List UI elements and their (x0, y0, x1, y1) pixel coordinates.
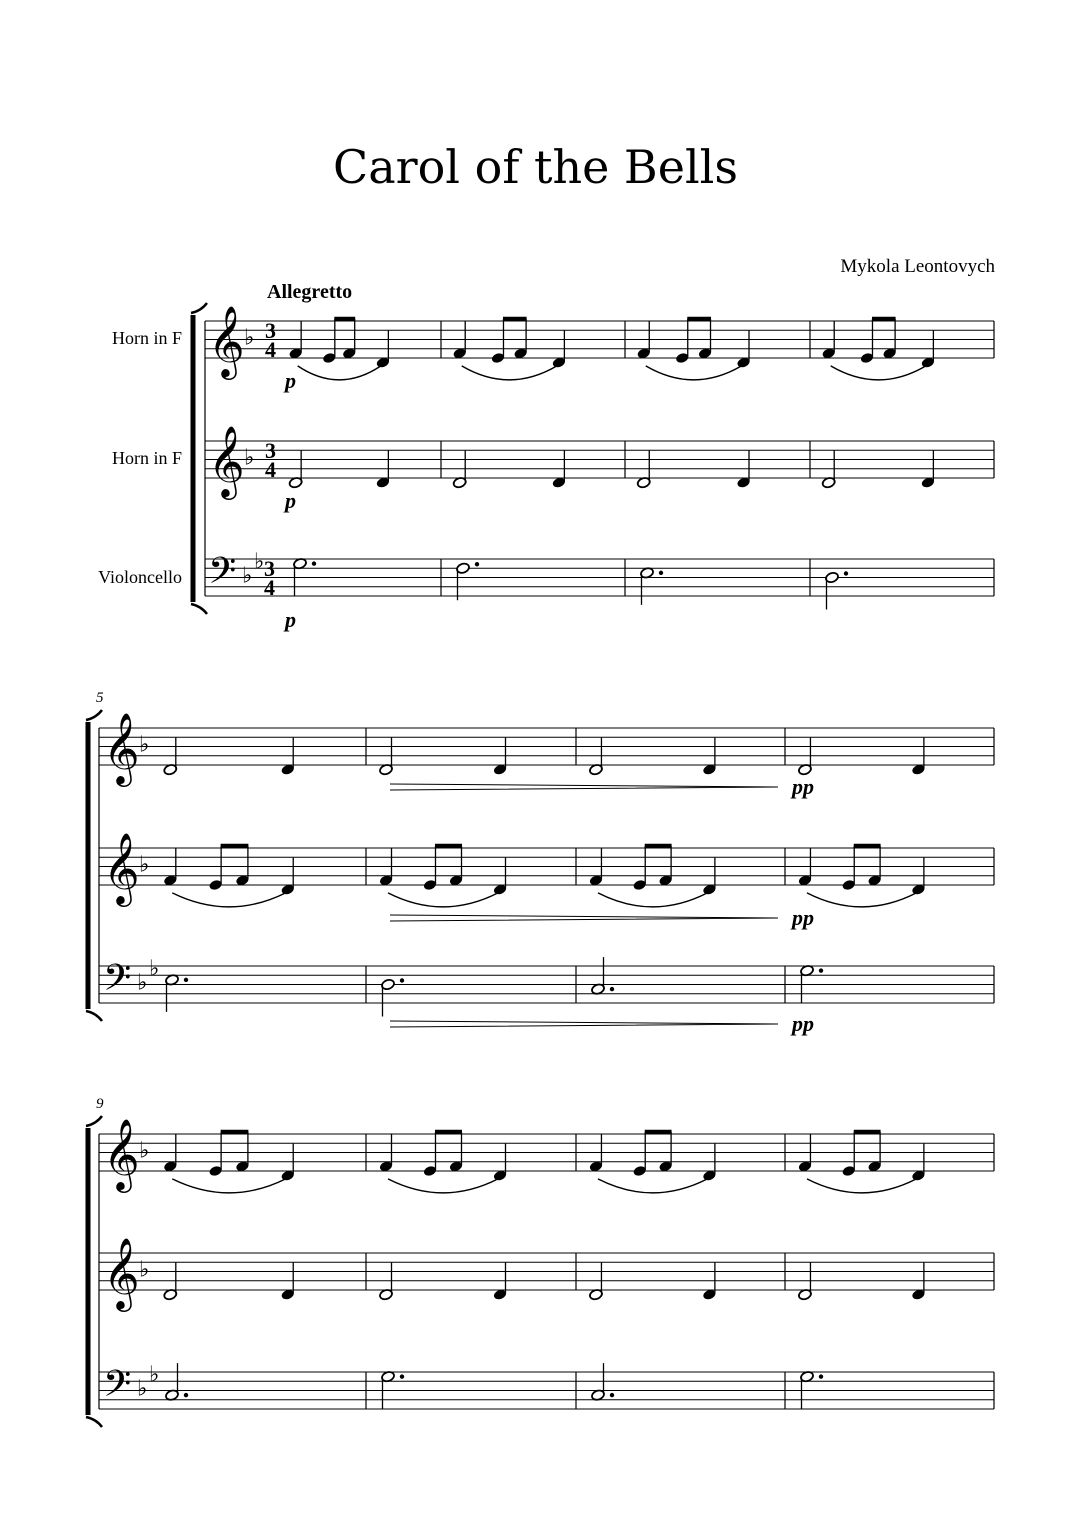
bracket-hook (86, 710, 102, 720)
bracket-hook (86, 1417, 102, 1427)
slur (298, 366, 381, 380)
dynamic-marking: p (285, 368, 296, 393)
augmentation-dot (610, 1393, 614, 1397)
bass-clef-icon: 𝄢 (103, 957, 132, 1008)
flat-icon: ♭ (139, 852, 150, 878)
flat-icon: ♭ (139, 1138, 150, 1164)
treble-clef-icon: 𝄞 (103, 1117, 140, 1190)
flat-icon: ♭ (149, 956, 160, 982)
dynamic-marking: p (285, 607, 296, 632)
slur (462, 366, 557, 380)
slur (388, 1179, 498, 1193)
augmentation-dot (659, 571, 663, 575)
slur (172, 893, 285, 907)
decrescendo-hairpin (390, 784, 778, 790)
bracket-hook (191, 604, 207, 614)
time-signature-numerator: 3 (265, 318, 276, 343)
composer-name: Mykola Leontovych (840, 256, 995, 277)
bass-clef-icon: 𝄢 (208, 550, 237, 601)
augmentation-dot (184, 978, 188, 982)
flat-icon: ♭ (137, 1376, 148, 1402)
bass-clef-icon: 𝄢 (103, 1363, 132, 1414)
augmentation-dot (475, 562, 479, 566)
instrument-label-horn-1: Horn in F (111, 328, 182, 348)
slur (598, 893, 707, 907)
slur (598, 1179, 707, 1193)
time-signature-numerator: 3 (265, 438, 276, 463)
augmentation-dot (400, 1374, 404, 1378)
flat-icon: ♭ (139, 732, 150, 758)
flat-icon: ♭ (149, 1362, 160, 1388)
tempo-marking: Allegretto (267, 281, 353, 303)
flat-icon: ♭ (244, 445, 255, 471)
slur (831, 366, 926, 380)
flat-icon: ♭ (137, 970, 148, 996)
slur (388, 893, 498, 907)
dynamic-marking: pp (792, 1011, 814, 1036)
time-signature-denominator: 4 (264, 575, 275, 600)
augmentation-dot (819, 968, 823, 972)
slur (807, 893, 916, 907)
flat-icon: ♭ (254, 549, 265, 575)
augmentation-dot (819, 1374, 823, 1378)
decrescendo-hairpin (390, 1021, 778, 1027)
treble-clef-icon: 𝄞 (208, 304, 245, 377)
flat-icon: ♭ (139, 1257, 150, 1283)
bracket-hook (191, 303, 207, 313)
measure-number: 9 (96, 1096, 104, 1112)
bracket-hook (86, 1116, 102, 1126)
time-signature-denominator: 4 (265, 337, 276, 362)
treble-clef-icon: 𝄞 (103, 1236, 140, 1309)
augmentation-dot (312, 561, 316, 565)
dynamic-marking: pp (792, 905, 814, 930)
augmentation-dot (610, 987, 614, 991)
page-title: Carol of the Bells (333, 140, 738, 194)
flat-icon: ♭ (242, 563, 253, 589)
instrument-label-horn-2: Horn in F (111, 448, 182, 468)
instrument-label-cello: Violoncello (98, 567, 182, 587)
dynamic-marking: pp (792, 774, 814, 799)
flat-icon: ♭ (244, 325, 255, 351)
augmentation-dot (400, 978, 404, 982)
measure-number: 5 (96, 690, 104, 706)
decrescendo-hairpin (390, 915, 778, 921)
dynamic-marking: p (285, 488, 296, 513)
treble-clef-icon: 𝄞 (103, 831, 140, 904)
bracket-hook (86, 1011, 102, 1021)
time-signature-numerator: 3 (264, 556, 275, 581)
time-signature-denominator: 4 (265, 457, 276, 482)
treble-clef-icon: 𝄞 (208, 424, 245, 497)
slur (172, 1179, 285, 1193)
augmentation-dot (844, 571, 848, 575)
treble-clef-icon: 𝄞 (103, 711, 140, 784)
augmentation-dot (184, 1393, 188, 1397)
slur (807, 1179, 916, 1193)
slur (646, 366, 742, 380)
